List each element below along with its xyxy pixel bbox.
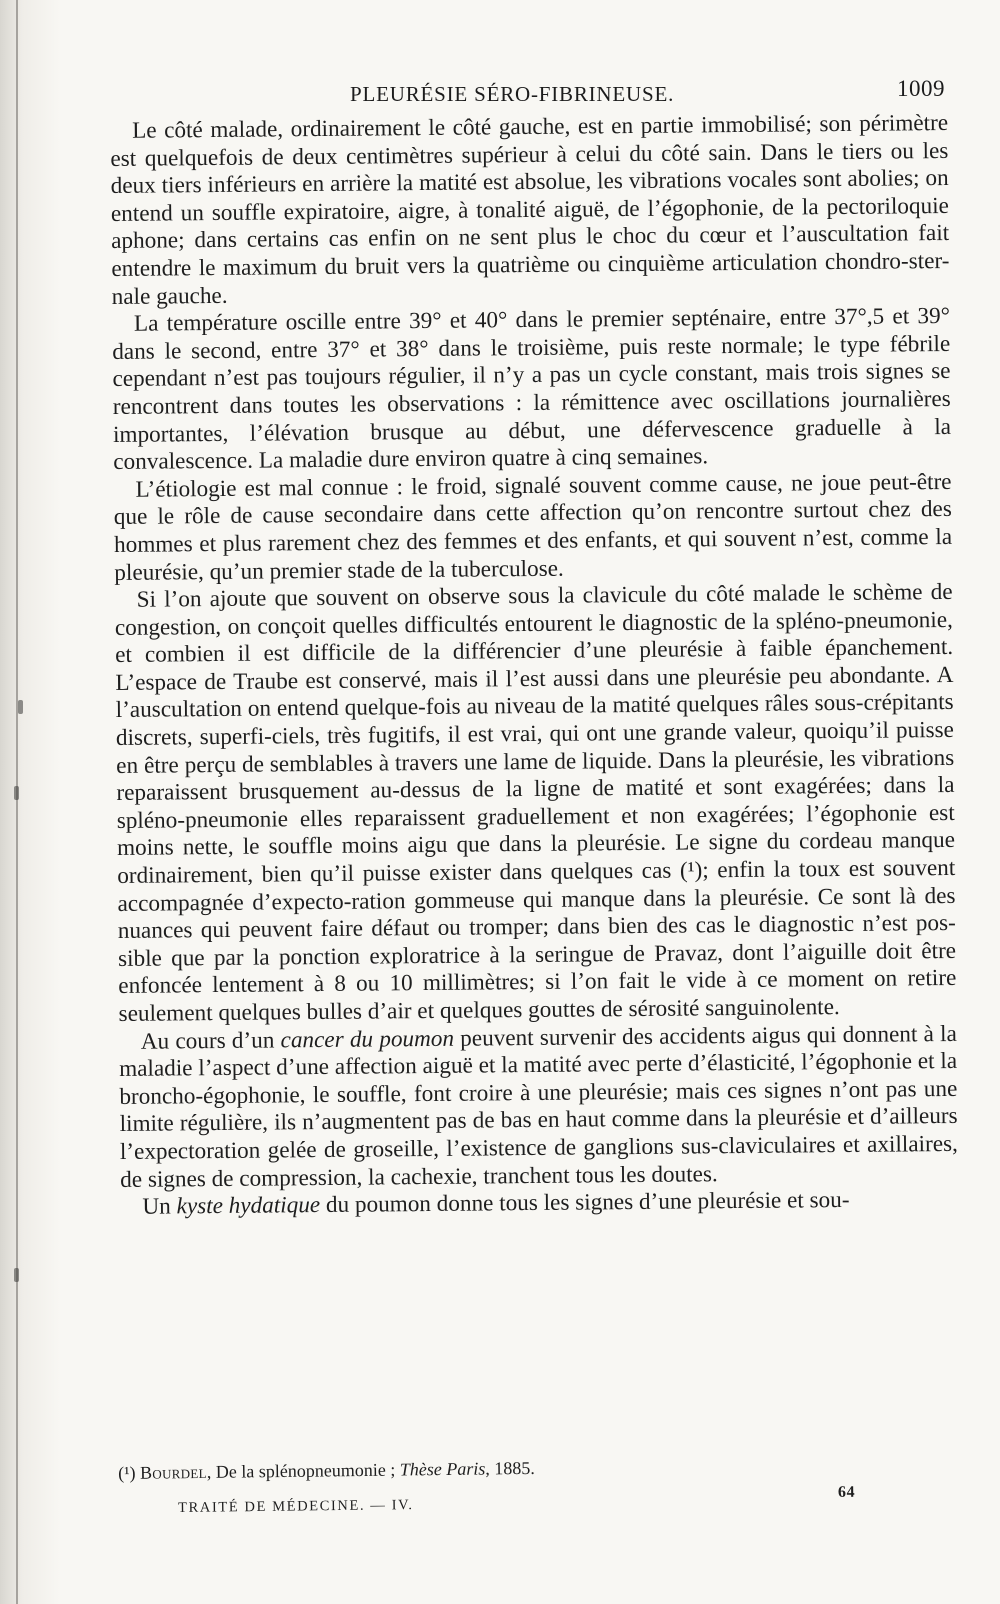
italic-term: kyste hydatique [176,1192,321,1220]
running-head [0,76,1000,112]
body-text [110,110,959,1222]
running-title: PLEURÉSIE SÉRO-FIBRINEUSE. [350,82,675,106]
paragraph-text: Si l’on ajoute que souvent on observe sous la clavicule du côté malade le schème de congestion, on conçoit quelles difficultés entourent le diagnostic de la spléno-pneumonie, et combien il est difficile de la différencier d’une pleurésie à faible épanchement. L’espace de Traube est conservé, mais il l’est aussi dans une pleurésie peu abondante. A l’auscultation on entend quelque-fois au niveau de la matité quelques râles sous-crépitants discrets, superfi-ciels, très fugitifs, il est vrai, qui ont une grande valeur, quoiqu’il puisse en être perçu de semblables à travers une lame de liquide. Dans la pleurésie, les vibrations reparaissent brusquement au-dessus de la ligne de matité et sont exagérées; dans la spléno-pneumonie elles reparaissent graduellement et non exagérées; l’égophonie est moins nette, le souffle moins aigu que dans la pleurésie. Le signe du cordeau manque ordinairement, bien qu’il puisse exister dans quelques cas [114,579,956,889]
italic-term: cancer du poumon [280,1025,455,1053]
page-number: 1009 [897,76,945,101]
footnote-title: Thèse Paris [399,1458,486,1480]
paragraph-text: peuvent survenir des accidents aigus qui donnent à la maladie l’aspect d’une affection aiguë et la matité avec perte d’élasticité, l’égophonie et la broncho-égophonie, le souffle, font croire à une pleurésie; mais ces signes n’ont pas une limite régulière, ils n’augmentent pas de bas en haut comme dans la pleurésie et d’ailleurs l’expectoration gelée de groseille, l’existence de ganglions sus-claviculaires et axillaires, de signes de compression, la cachexie, tranchent tous les doutes. [119,1020,959,1193]
page-binding-edge [16,0,18,1604]
footnote-author: Bourdel [139,1461,207,1483]
footnote-mark: (¹) [118,1462,136,1483]
paragraph-text: ; enfin la toux est souvent accompagnée d’expecto-ration gommeuse qui manque dans la pleurésie. Ce sont là des nuances qui peuvent faire défaut ou tromper; dans bien des cas le diagnostic n’est pos-sible que par la ponction exploratrice à la seringue de Pravaz, dont l’aiguille doit être enfoncée lentement à 8 ou 10 millimètres; si l’on fait le vide à ce moment on retire seulement quelques bulles d’air et quelques gouttes de sérosité sanguinolente. [117,854,957,1027]
margin-mark [14,786,19,800]
page-footer [178,1483,878,1522]
paragraph: L’étiologie est mal connue : le froid, signalé souvent comme cause, ne joue peut-être que le rôle de cause secondaire dans cette affection qu’on rencontre surtout chez des hommes et plus rarement chez des femmes et des enfants, et qui souvent n’est, comme la pleurésie, qu’un premier stade de la tuberculose. [113,468,953,586]
paragraph-text: Un [142,1193,177,1220]
sheet-number: 64 [837,1483,856,1501]
book-signature: TRAITÉ DE MÉDECINE. — IV. [178,1497,414,1516]
paragraph-text: du poumon donne tous les signes d’une pleurésie et sou- [320,1187,850,1219]
footnote [118,1453,878,1484]
paragraph: Le côté malade, ordinairement le côté gauche, est en partie immobilisé; son périmètre est quelquefois de deux centimètres supérieur à celui du côté sain. Dans le tiers ou les deux tiers inférieurs en arrière la matité est absolue, les vibrations vocales sont abolies; on entend un souffle expiratoire, aigre, à tonalité aiguë, de l’égophonie, de la pectoriloquie aphone; dans certains cas enfin on ne sent plus le choc du cœur et l’auscultation fait entendre le maximum du bruit vers la quatrième ou cinquième articulation chondro-ster-nale gauche. [110,109,950,310]
paragraph: La température oscille entre 39° et 40° dans le premier septénaire, entre 37°,5 et 39° dans le second, entre 37° et 38° dans le troisième, puis reste normale; le type fébrile cependant n’est pas toujours régulier, il n’y a pas un cycle constant, mais trois signes se rencontrent dans toutes les observations : la rémittence avec oscillations journalières importantes, l’élévation brusque au début, une défervescence graduelle à la convalescence. La maladie dure environ quatre à cinq semaines. [112,303,952,476]
footnote-year: , 1885. [485,1457,535,1479]
footnote-reference: (¹) [679,857,703,884]
paragraph [119,1021,959,1195]
paragraph [115,579,957,1029]
paragraph-text: Au cours d’un [140,1026,281,1055]
margin-mark [18,700,23,714]
margin-mark [14,1268,19,1282]
footnote-text: , De la splénopneumonie ; [206,1459,400,1482]
